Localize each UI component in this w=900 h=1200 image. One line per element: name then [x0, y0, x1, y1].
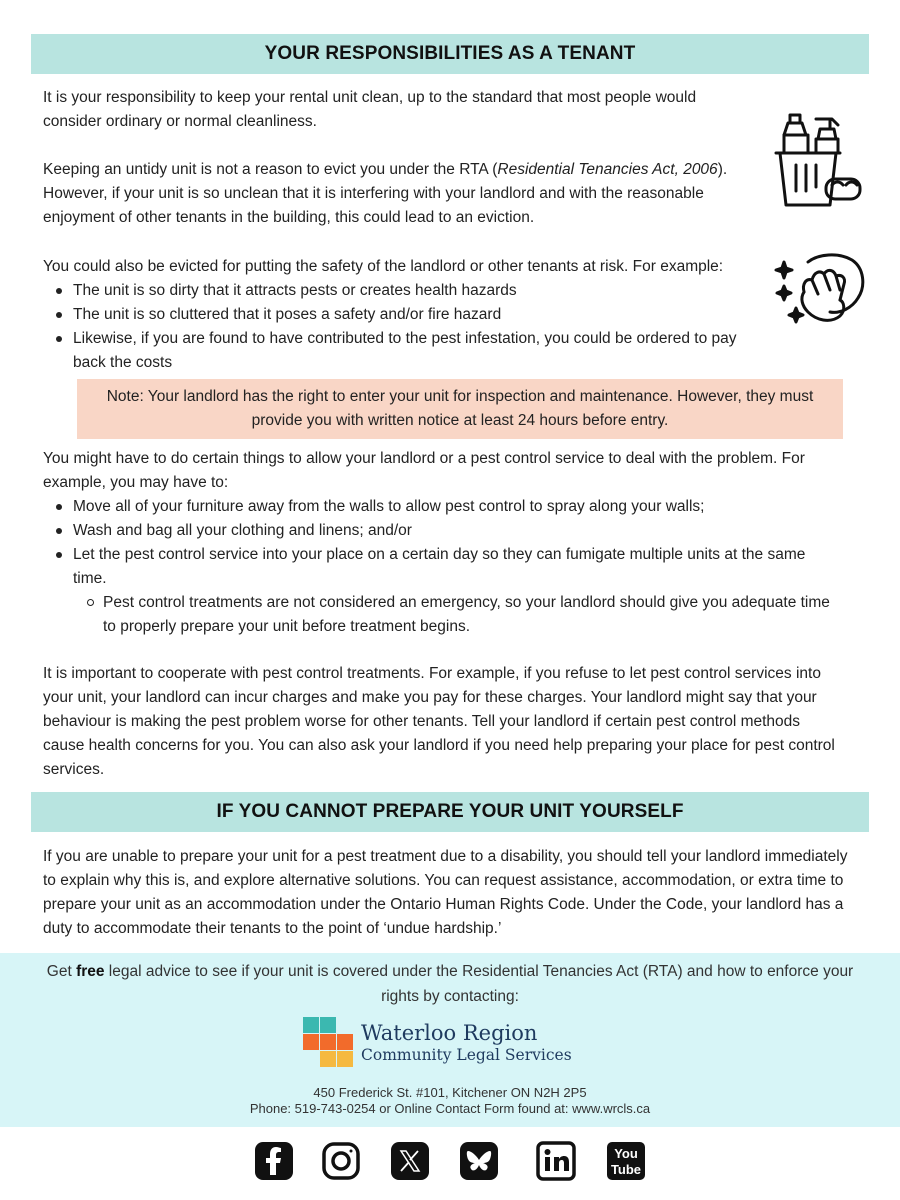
list-item: Likewise, if you are found to have contributed to the pest infestation, you could be ordered to pay back the costs	[43, 327, 773, 375]
wrcls-logo[interactable]	[303, 1017, 603, 1069]
list-item: Let the pest control service into your place on a certain day so they can fumigate multiple units at the same time.	[43, 543, 843, 591]
list-item: The unit is so cluttered that it poses a safety and/or fire hazard	[43, 303, 773, 327]
wiping-hand-icon	[772, 252, 868, 330]
youtube-icon[interactable]	[606, 1141, 646, 1181]
eviction-reasons-list	[43, 279, 773, 375]
paragraph-cooperate: It is important to cooperate with pest control treatments. For example, if you refuse to let pest control services into your unit, your landlord can incur charges and make you pay for these charges. Your landlord might say that your behaviour is making the pest problem worse for other tenants. Tell your landlord if certain pest control methods cause health concerns for you. You can also ask your landlord if you need help preparing your place for pest control services.	[43, 665, 835, 778]
linkedin-icon[interactable]	[536, 1141, 576, 1181]
section-header-cannot-prepare	[31, 792, 869, 832]
bluesky-icon[interactable]	[459, 1141, 499, 1181]
note-landlord-entry: Note: Your landlord has the right to enter your unit for inspection and maintenance. However, they must provide you with written notice at least 24 hours before entry.	[77, 379, 843, 439]
footer-text: Get free legal advice to see if your unit is covered under the Residential Tenancies Act (RTA) and how to enforce your rights by contacting:	[46, 963, 854, 1005]
list-item: Pest control treatments are not considered an emergency, so your landlord should give you adequate time to properly prepare your unit before treatment begins.	[43, 591, 843, 639]
svg-text:You: You	[614, 1146, 638, 1161]
free-emphasis: free	[76, 963, 105, 980]
facebook-icon[interactable]	[254, 1141, 294, 1181]
cleaning-supplies-icon	[772, 113, 866, 211]
footer-contact	[0, 953, 900, 1127]
address-line: 450 Frederick St. #101, Kitchener ON N2H 2P5	[313, 1085, 587, 1100]
preparation-list	[43, 495, 843, 591]
paragraph-eviction-safety: You could also be evicted for putting the safety of the landlord or other tenants at risk. For example: The unit is so dirty that it attracts pests or creates health hazards The unit is so cluttered that it poses a safety and/or fire hazard Likewise, if you are found to have contributed to the pest infestation, you could be ordered to pay back the costs	[43, 255, 773, 375]
contact-details	[0, 1085, 900, 1117]
paragraph-pest-preparation: You might have to do certain things to allow your landlord or a pest control service to deal with the problem. For example, you may have to: Move all of your furniture away from the walls to allow pest control to spray along your walls; Wash and bag all your clothing and linens; and/or Let the pest control service into your place on a certain day so they can fumigate multiple units at the same time. Pest control treatments are not considered an emergency, so your landlord should give you adequate time to properly prepare your unit before treatment begins.	[43, 447, 843, 639]
section-title: IF YOU CANNOT PREPARE YOUR UNIT YOURSELF	[216, 801, 684, 822]
section-header-responsibilities	[31, 34, 869, 74]
section-title: YOUR RESPONSIBILITIES AS A TENANT	[264, 43, 636, 64]
x-icon[interactable]	[390, 1141, 430, 1181]
paragraph-cleanliness: It is your responsibility to keep your rental unit clean, up to the standard that most people would consider ordinary or normal cleanliness.	[43, 89, 697, 130]
paragraph-disability: If you are unable to prepare your unit for a pest treatment due to a disability, you should tell your landlord immediately to explain why this is, and explore alternative solutions. You can request assistance, accommodation, or extra time to prepare your unit as an accommodation under the Ontario Human Rights Code. Under the Code, your landlord has a duty to accommodate their tenants to the point of ‘undue hardship.’	[43, 848, 848, 937]
instagram-icon[interactable]	[321, 1141, 361, 1181]
list-item: The unit is so dirty that it attracts pests or creates health hazards	[43, 279, 773, 303]
preparation-sublist	[43, 591, 843, 639]
act-title: Residential Tenancies Act, 2006	[497, 161, 718, 178]
contact-line: Phone: 519-743-0254 or Online Contact Form found at: www.wrcls.ca	[249, 1101, 651, 1116]
list-item: Wash and bag all your clothing and linens; and/or	[43, 519, 843, 543]
logo-org-subtitle: Community Legal Services	[361, 1046, 572, 1064]
logo-mark	[303, 1017, 355, 1069]
logo-org-name: Waterloo Region	[361, 1021, 538, 1045]
list-item: Move all of your furniture away from the walls to allow pest control to spray along your walls;	[43, 495, 843, 519]
paragraph-untidy-unit: Keeping an untidy unit is not a reason to evict you under the RTA (Residential Tenancies Act, 2006). However, if your unit is so unclean that it is interfering with your landlord and with the reasonable enjoyment of other tenants in the building, this could lead to an eviction.	[43, 161, 728, 226]
svg-text:Tube: Tube	[610, 1162, 642, 1177]
